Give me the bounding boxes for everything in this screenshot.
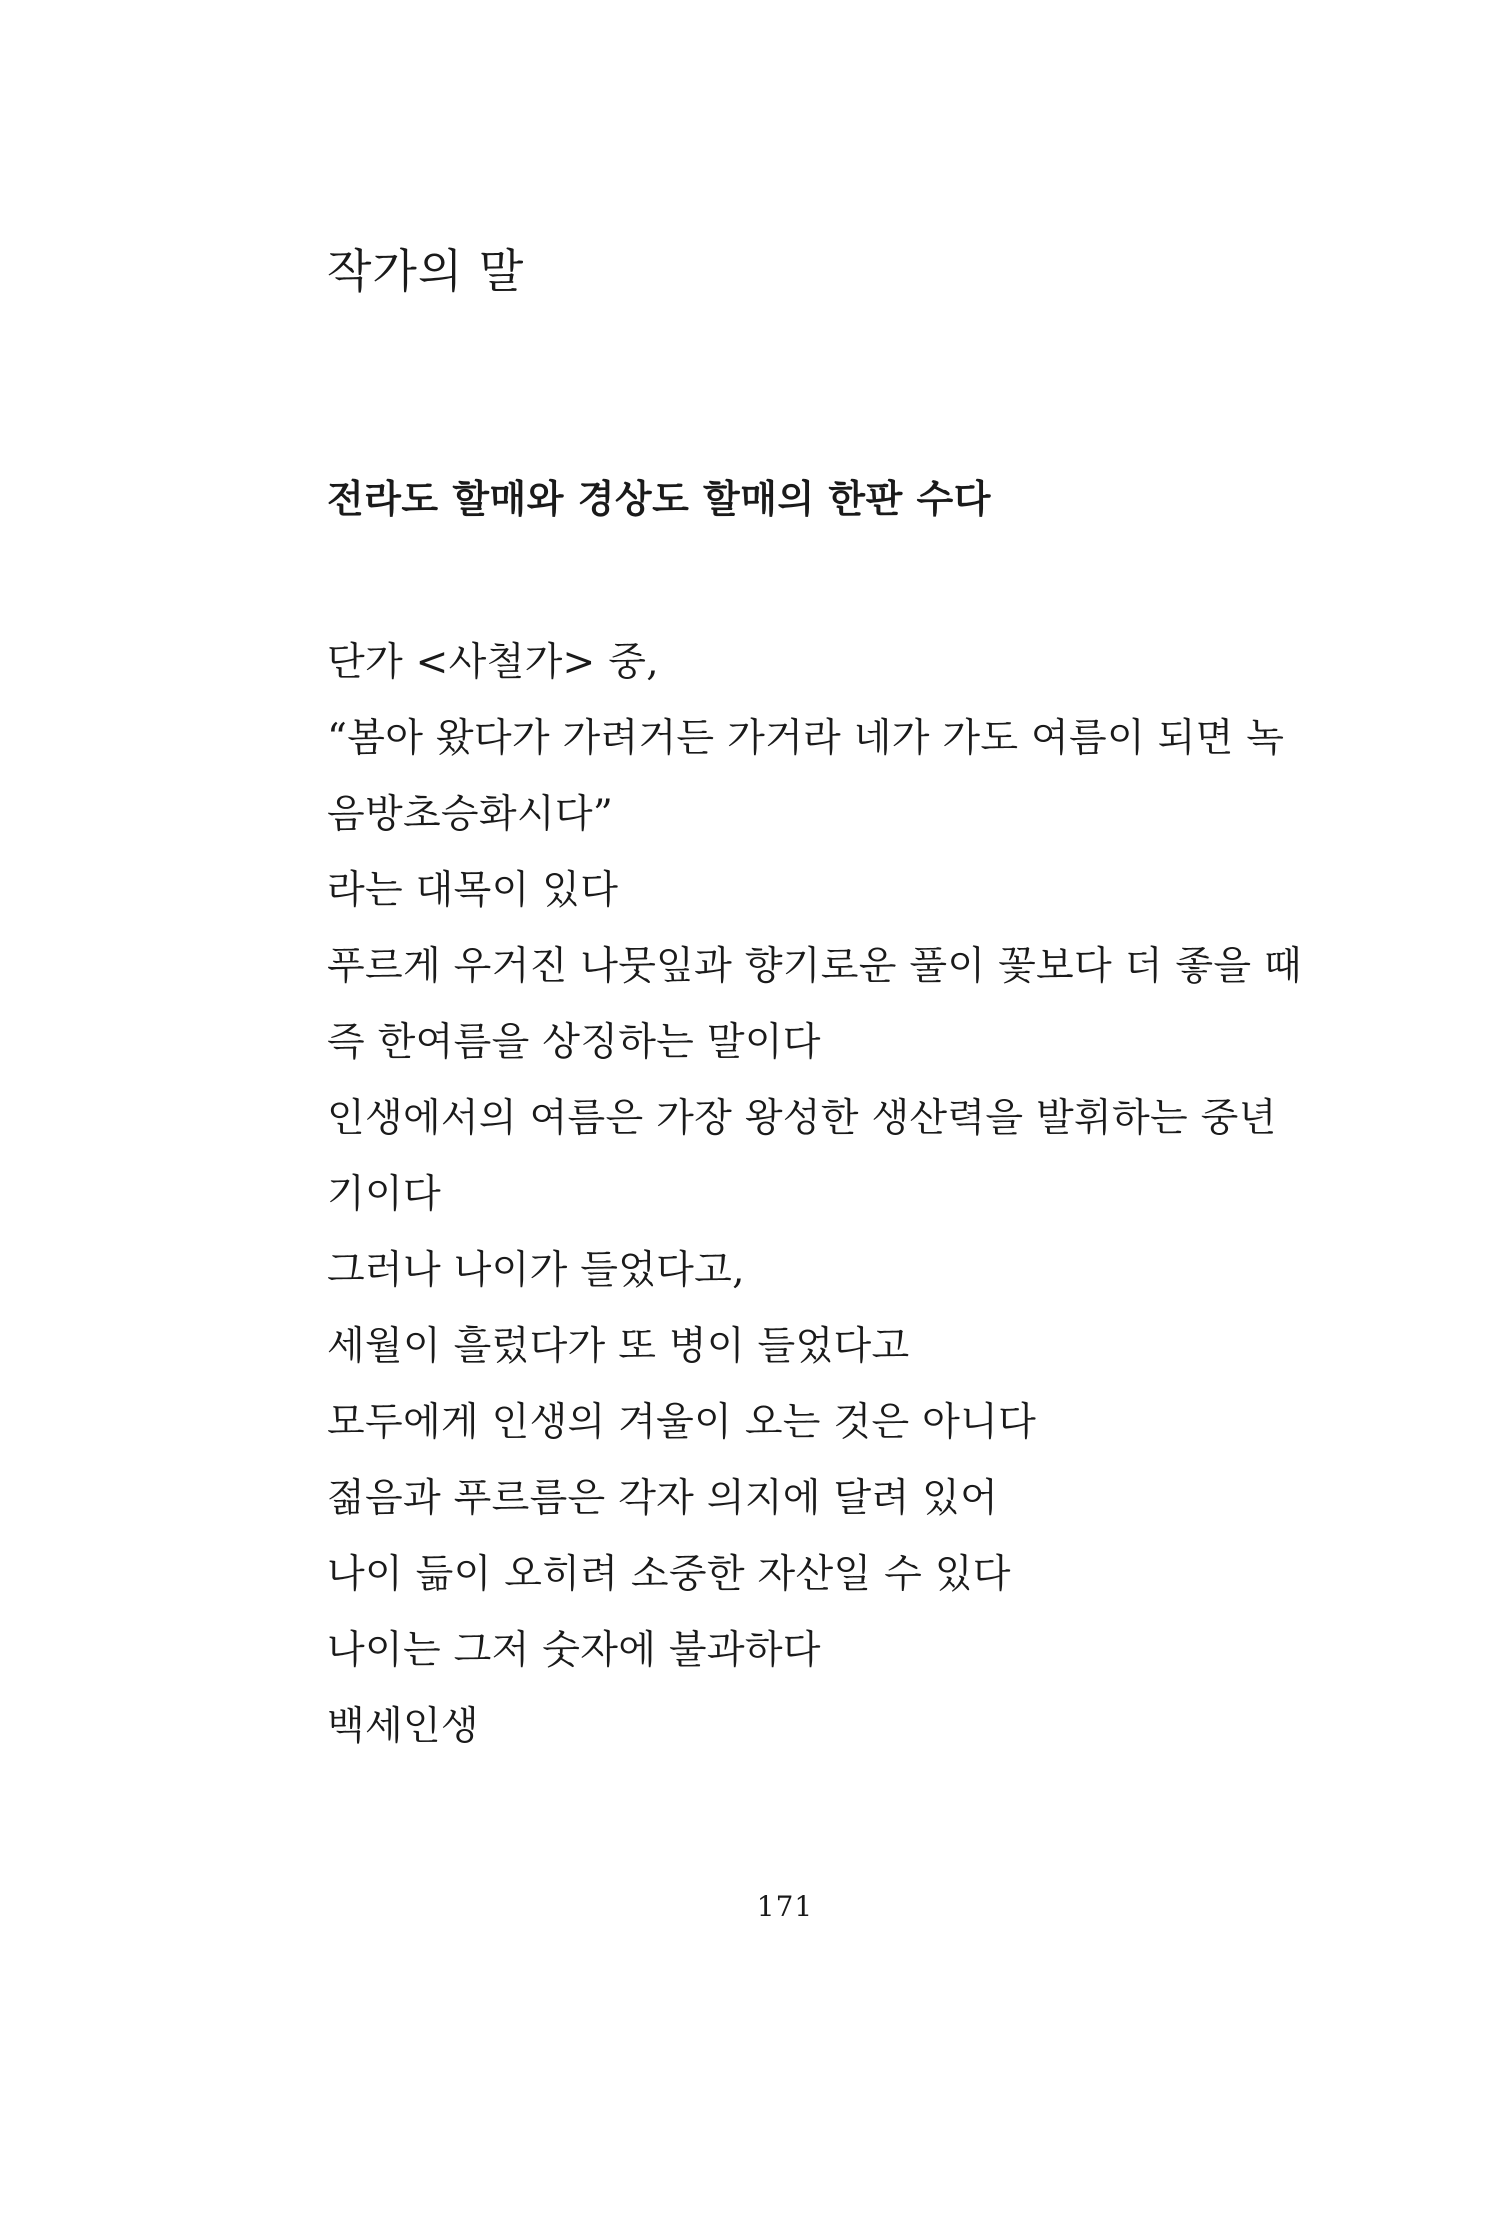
body-line: 나이는 그저 숫자에 불과하다: [327, 1628, 821, 1673]
section-title: 작가의 말: [327, 244, 525, 298]
body-line: “봄아 왔다가 가려거든 가거라 네가 가도 여름이 되면 녹: [327, 716, 1285, 761]
page-number: 171: [756, 1890, 814, 1923]
body-line: 단가 <사철가> 중,: [327, 640, 659, 685]
body-line: 모두에게 인생의 겨울이 오는 것은 아니다: [327, 1400, 1037, 1445]
body-line: 라는 대목이 있다: [327, 868, 619, 913]
essay-subtitle: 전라도 할매와 경상도 할매의 한판 수다: [327, 476, 991, 521]
body-text: [327, 625, 1302, 1765]
body-line: 젊음과 푸르름은 각자 의지에 달려 있어: [327, 1476, 999, 1521]
body-line: 인생에서의 여름은 가장 왕성한 생산력을 발휘하는 중년: [327, 1096, 1277, 1141]
body-line: 기이다: [327, 1172, 441, 1217]
body-line: 푸르게 우거진 나뭇잎과 향기로운 풀이 꽃보다 더 좋을 때: [327, 944, 1302, 989]
body-line: 그러나 나이가 들었다고,: [327, 1248, 745, 1293]
body-line: 세월이 흘렀다가 또 병이 들었다고: [327, 1324, 910, 1369]
body-line: 백세인생: [327, 1704, 479, 1749]
body-line: 음방초승화시다”: [327, 792, 614, 837]
body-line: 나이 듦이 오히려 소중한 자산일 수 있다: [327, 1552, 1011, 1597]
body-line: 즉 한여름을 상징하는 말이다: [327, 1020, 821, 1065]
